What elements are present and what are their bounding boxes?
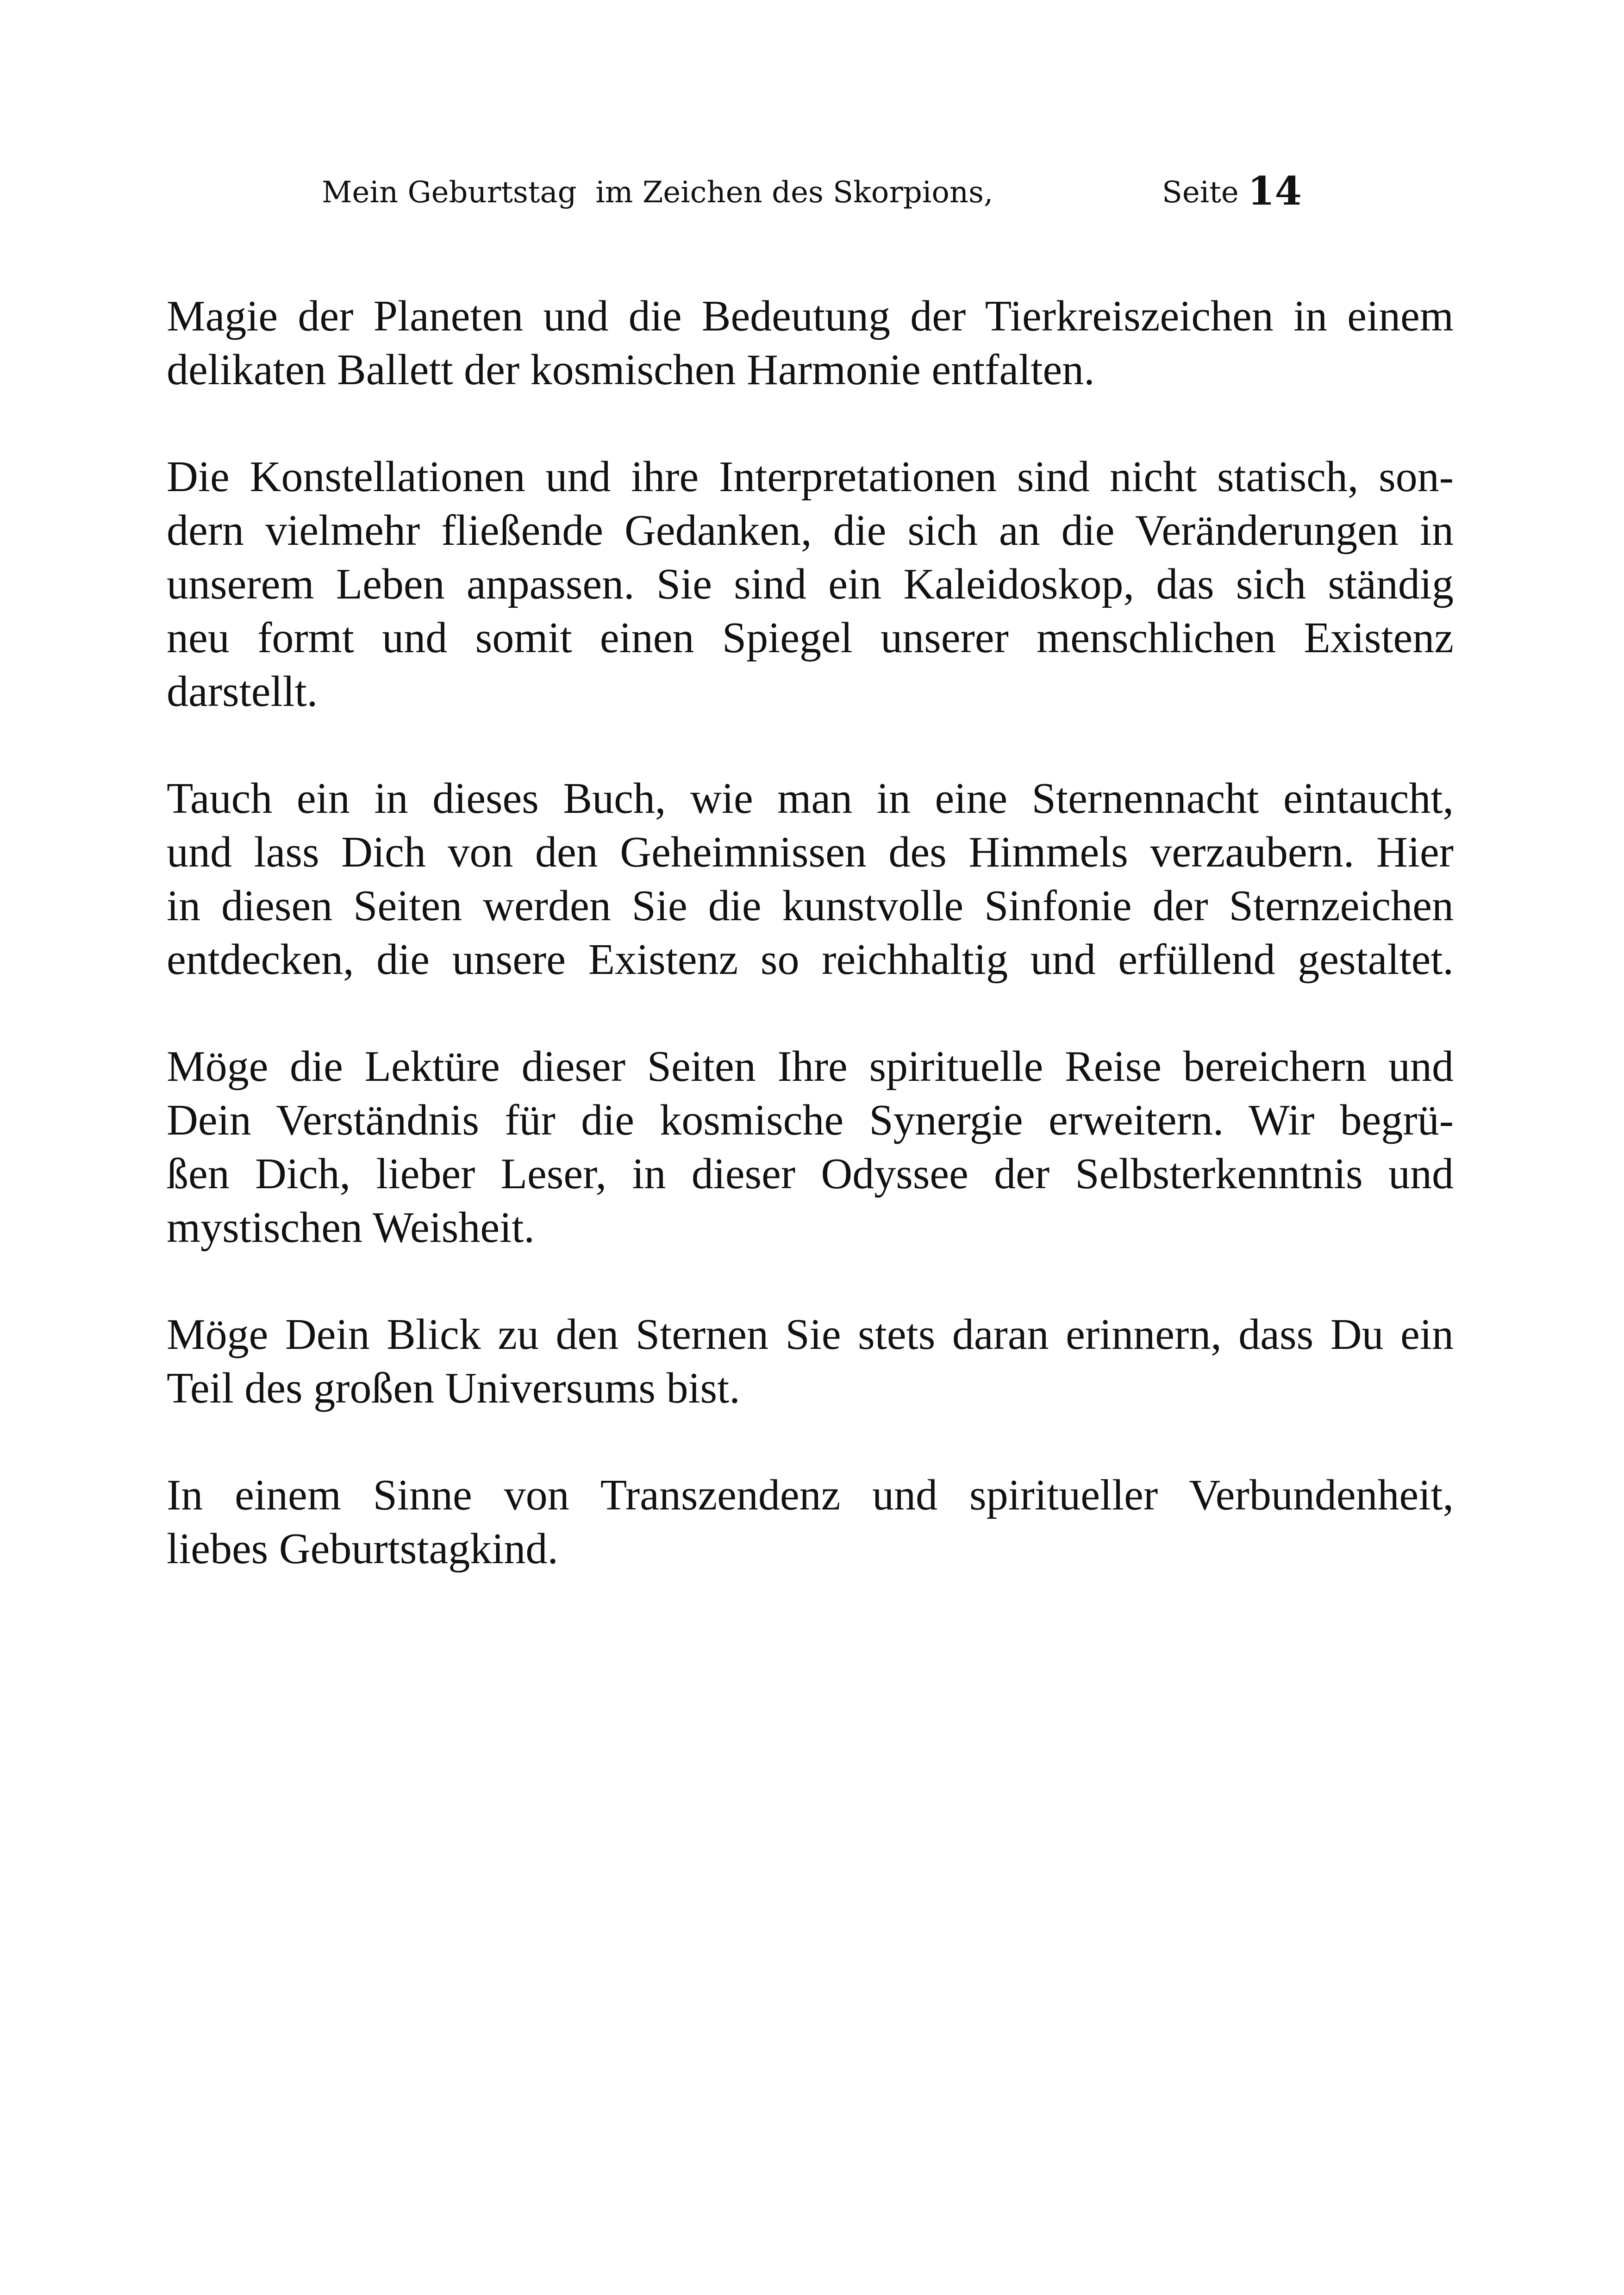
text-line: Die Konstellationen und ihre Interpretationen sind nicht statisch, son-: [167, 453, 1454, 501]
text-line: In einem Sinne von Transzendenz und spiritueller Verbundenheit,: [167, 1471, 1454, 1519]
text-line: Tauch ein in dieses Buch, wie man in eine Sternennacht eintaucht,: [167, 774, 1454, 823]
text-line: in diesen Seiten werden Sie die kunstvolle Sinfonie der Sternzeichen: [167, 882, 1454, 930]
paragraph: [167, 772, 1454, 986]
text-line: delikaten Ballett der kosmischen Harmonie entfalten.: [167, 346, 1095, 394]
text-line: entdecken, die unsere Existenz so reichhaltig und erfüllend gestaltet.: [167, 935, 1454, 984]
text-line: ßen Dich, lieber Leser, in dieser Odyssee der Selbsterkenntnis und: [167, 1150, 1454, 1198]
paragraph: [167, 1308, 1454, 1415]
text-line: liebes Geburtstagkind.: [167, 1525, 558, 1573]
text-line: mystischen Weisheit.: [167, 1204, 535, 1252]
text-line: darstellt.: [167, 667, 318, 716]
text-line: dern vielmehr fließende Gedanken, die sich an die Veränderungen in: [167, 506, 1454, 555]
text-line: Möge Dein Blick zu den Sternen Sie stets daran erinnern, dass Du ein: [167, 1310, 1454, 1359]
text-line: Dein Verständnis für die kosmische Synergie erweitern. Wir begrü-: [167, 1096, 1454, 1144]
paragraph: [167, 1468, 1454, 1576]
running-title: Mein Geburtstag im Zeichen des Skorpions,: [322, 175, 993, 210]
paragraph: [167, 289, 1454, 397]
page-label: Seite: [1162, 175, 1239, 210]
text-line: und lass Dich von den Geheimnissen des Himmels verzaubern. Hier: [167, 828, 1454, 876]
body-text: [167, 289, 1454, 1629]
text-line: Teil des großen Universums bist.: [167, 1364, 740, 1412]
paragraph: [167, 450, 1454, 718]
text-line: unserem Leben anpassen. Sie sind ein Kaleidoskop, das sich ständig: [167, 560, 1454, 608]
text-line: Möge die Lektüre dieser Seiten Ihre spirituelle Reise bereichern und: [167, 1042, 1454, 1091]
page-number: 14: [1248, 168, 1302, 214]
running-header: [0, 169, 1624, 220]
text-line: neu formt und somit einen Spiegel unserer menschlichen Existenz: [167, 614, 1454, 662]
paragraph: [167, 1040, 1454, 1254]
text-line: Magie der Planeten und die Bedeutung der Tierkreiszeichen in einem: [167, 292, 1454, 340]
